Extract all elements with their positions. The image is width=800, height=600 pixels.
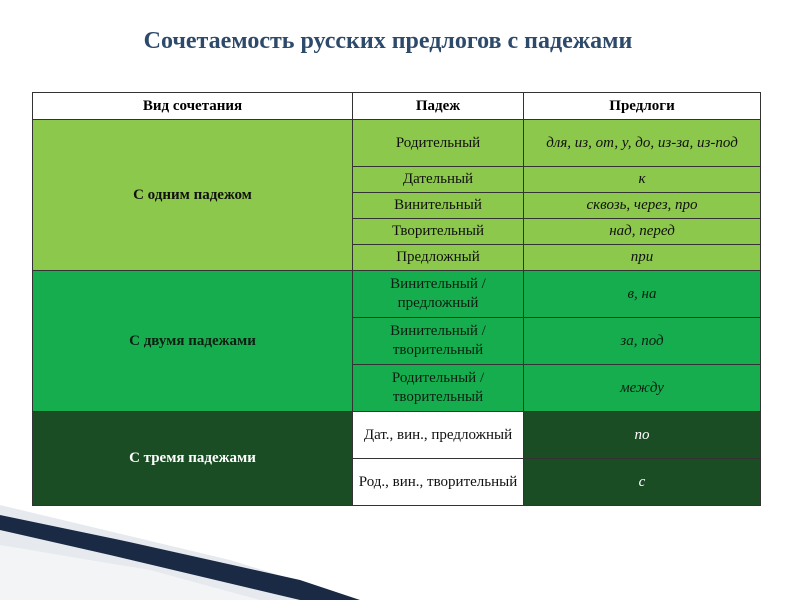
prepositions-cell: при xyxy=(524,245,761,271)
case-cell: Родительный / творительный xyxy=(353,365,524,412)
prepositions-cell: сквозь, через, про xyxy=(524,193,761,219)
prepositions-cell: по xyxy=(524,412,761,459)
case-cell: Винительный xyxy=(353,193,524,219)
corner-swoosh-mid xyxy=(0,545,260,600)
prepositions-cell: между xyxy=(524,365,761,412)
corner-swoosh-dark xyxy=(0,515,360,600)
case-cell: Винительный / предложный xyxy=(353,271,524,318)
prepositions-cell: к xyxy=(524,167,761,193)
kind-cell: С двумя падежами xyxy=(33,271,353,412)
case-cell: Родительный xyxy=(353,120,524,167)
corner-swoosh-light xyxy=(0,505,360,600)
case-cell: Род., вин., творительный xyxy=(353,459,524,506)
prepositions-cell: за, под xyxy=(524,318,761,365)
header-case: Падеж xyxy=(353,93,524,120)
case-cell: Предложный xyxy=(353,245,524,271)
page-title: Сочетаемость русских предлогов с падежами xyxy=(143,28,633,54)
table-row xyxy=(33,120,761,167)
kind-cell: С одним падежом xyxy=(33,120,353,271)
table-row xyxy=(33,412,761,459)
table-header-row xyxy=(33,93,761,120)
header-kind: Вид сочетания xyxy=(33,93,353,120)
prepositions-table xyxy=(32,92,761,506)
case-cell: Винительный / творительный xyxy=(353,318,524,365)
prepositions-cell: для, из, от, у, до, из-за, из-под xyxy=(524,120,761,167)
table-row xyxy=(33,271,761,318)
prepositions-cell: с xyxy=(524,459,761,506)
case-cell: Дат., вин., предложный xyxy=(353,412,524,459)
prepositions-cell: в, на xyxy=(524,271,761,318)
header-prepositions: Предлоги xyxy=(524,93,761,120)
case-cell: Дательный xyxy=(353,167,524,193)
kind-cell: С тремя падежами xyxy=(33,412,353,506)
prepositions-cell: над, перед xyxy=(524,219,761,245)
case-cell: Творительный xyxy=(353,219,524,245)
